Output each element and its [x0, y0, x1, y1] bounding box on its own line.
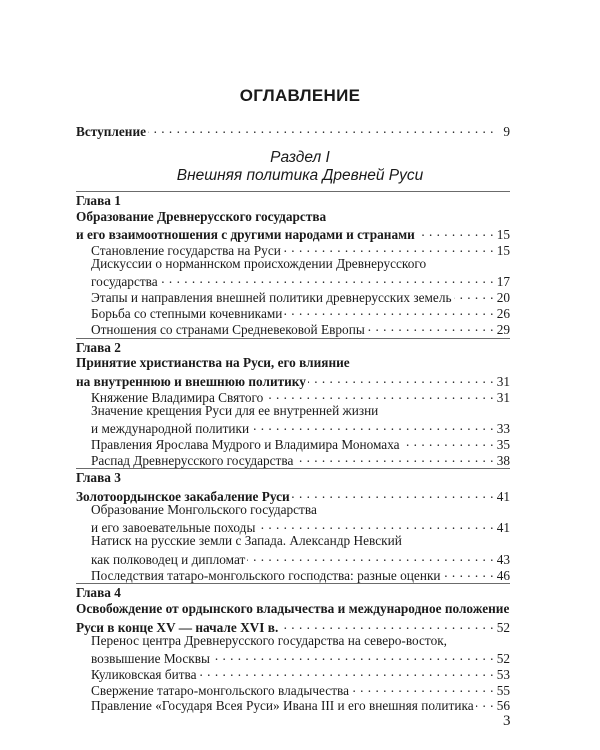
- entry-label: Вступление: [76, 124, 147, 139]
- entry-page: 52: [496, 651, 510, 666]
- entry-label: Последствия татаро-монгольского господства: разные оценки: [91, 568, 441, 583]
- entry-label: Распад Древнерусского государства: [91, 453, 294, 468]
- entry-label: Руси в конце XV — начале XVI в.: [76, 620, 279, 635]
- entry-label: Свержение татаро-монгольского владычества: [91, 683, 350, 698]
- entry-page: 46: [496, 568, 510, 583]
- entry-page: 15: [496, 227, 510, 242]
- entry-page: 9: [503, 124, 510, 139]
- chapter-title-line: Принятие христианства на Руси, его влияние: [76, 355, 350, 370]
- entry-label: Золотоордынское закабаление Руси: [76, 489, 290, 504]
- leader-dots: [443, 565, 494, 580]
- page-number: 3: [503, 713, 511, 729]
- entry-page: 31: [496, 374, 510, 389]
- entry-label-line: Значение крещения Руси для ее внутренней жизни: [91, 403, 379, 418]
- entry-page: 33: [496, 421, 510, 436]
- entry-label: на внутреннюю и внешнюю политику: [76, 374, 306, 389]
- entry-label: Княжение Владимира Святого: [91, 390, 264, 405]
- entry-page: 20: [496, 290, 510, 305]
- leader-dots: [199, 664, 494, 679]
- section-label: Раздел I: [270, 149, 330, 166]
- leader-dots: [292, 486, 494, 501]
- entry-page: 41: [496, 489, 510, 504]
- toc-title: ОГЛАВЛЕНИЕ: [239, 86, 361, 105]
- leader-dots: [283, 240, 494, 255]
- entry-label: Куликовская битва: [91, 667, 197, 682]
- entry-label-line: Образование Монгольского государства: [91, 502, 317, 517]
- entry-label-line: Дискуссии о норманнском происхождении Древнерусского: [91, 256, 427, 271]
- section-title: Внешняя политика Древней Руси: [176, 167, 424, 184]
- entry-page: 53: [496, 667, 510, 682]
- leader-dots: [265, 387, 494, 402]
- entry-page: 52: [496, 620, 510, 635]
- leader-dots: [454, 287, 494, 302]
- entry-label: Этапы и направления внешней политики древнерусских земель: [91, 290, 452, 305]
- chapter-label: Глава 3: [76, 470, 121, 485]
- entry-label: возвышение Москвы: [91, 651, 210, 666]
- entry-label: Борьба со степными кочевниками: [91, 306, 283, 321]
- entry-label: и его завоевательные походы: [91, 520, 256, 535]
- leader-dots: [280, 617, 494, 632]
- leader-dots: [247, 549, 494, 564]
- chapter-divider: [76, 583, 510, 584]
- chapter-divider: [76, 468, 510, 469]
- toc-entry[interactable]: [91, 319, 510, 337]
- chapter-label: Глава 2: [76, 340, 121, 355]
- entry-label: Отношения со странами Средневековой Европы: [91, 322, 365, 337]
- entry-page: 41: [496, 520, 510, 535]
- chapter-title-line: Образование Древнерусского государства: [76, 209, 327, 224]
- leader-dots: [308, 371, 494, 386]
- entry-page: 26: [496, 306, 510, 321]
- entry-label: как полководец и дипломат: [91, 552, 246, 567]
- entry-label: Становление государства на Руси: [91, 243, 281, 258]
- leader-dots: [402, 434, 494, 449]
- leader-dots: [417, 224, 494, 239]
- entry-page: 35: [496, 437, 510, 452]
- chapter-label: Глава 4: [76, 585, 121, 600]
- leader-dots: [212, 648, 494, 663]
- entry-page: 17: [496, 274, 510, 289]
- entry-label: и его взаимоотношения с другими народами и странами: [76, 227, 415, 242]
- chapter-title-line: Освобождение от ордынского владычества и международное положение: [76, 601, 510, 616]
- chapter-divider: [76, 338, 510, 339]
- leader-dots: [351, 680, 494, 695]
- toc-entry[interactable]: [91, 450, 510, 468]
- entry-page: 29: [496, 322, 510, 337]
- leader-dots: [251, 418, 494, 433]
- toc-entry[interactable]: [91, 695, 510, 713]
- leader-dots: [284, 303, 494, 318]
- toc-entry-intro[interactable]: [76, 121, 510, 139]
- entry-label: и международной политики: [91, 421, 250, 436]
- leader-dots: [476, 695, 494, 710]
- toc-entry[interactable]: [91, 565, 510, 583]
- leader-dots: [160, 271, 494, 286]
- entry-page: 43: [496, 552, 510, 567]
- entry-page: 31: [496, 390, 510, 405]
- leader-dots: [148, 121, 494, 136]
- entry-page: 55: [496, 683, 510, 698]
- leader-dots: [367, 319, 494, 334]
- entry-page: 15: [496, 243, 510, 258]
- entry-label: Правления Ярослава Мудрого и Владимира Мономаха: [91, 437, 400, 452]
- entry-label: Правление «Государя Всея Руси» Ивана III и его внешняя политика: [91, 698, 474, 713]
- entry-page: 56: [496, 698, 510, 713]
- entry-label-line: Натиск на русские земли с Запада. Александр Невский: [91, 533, 402, 548]
- entry-label-line: Перенос центра Древнерусского государства на северо-восток,: [91, 633, 447, 648]
- leader-dots: [257, 517, 494, 532]
- chapter-divider: [76, 191, 510, 192]
- entry-label: государства: [91, 274, 158, 289]
- leader-dots: [295, 450, 494, 465]
- entry-page: 38: [496, 453, 510, 468]
- chapter-label: Глава 1: [76, 193, 121, 208]
